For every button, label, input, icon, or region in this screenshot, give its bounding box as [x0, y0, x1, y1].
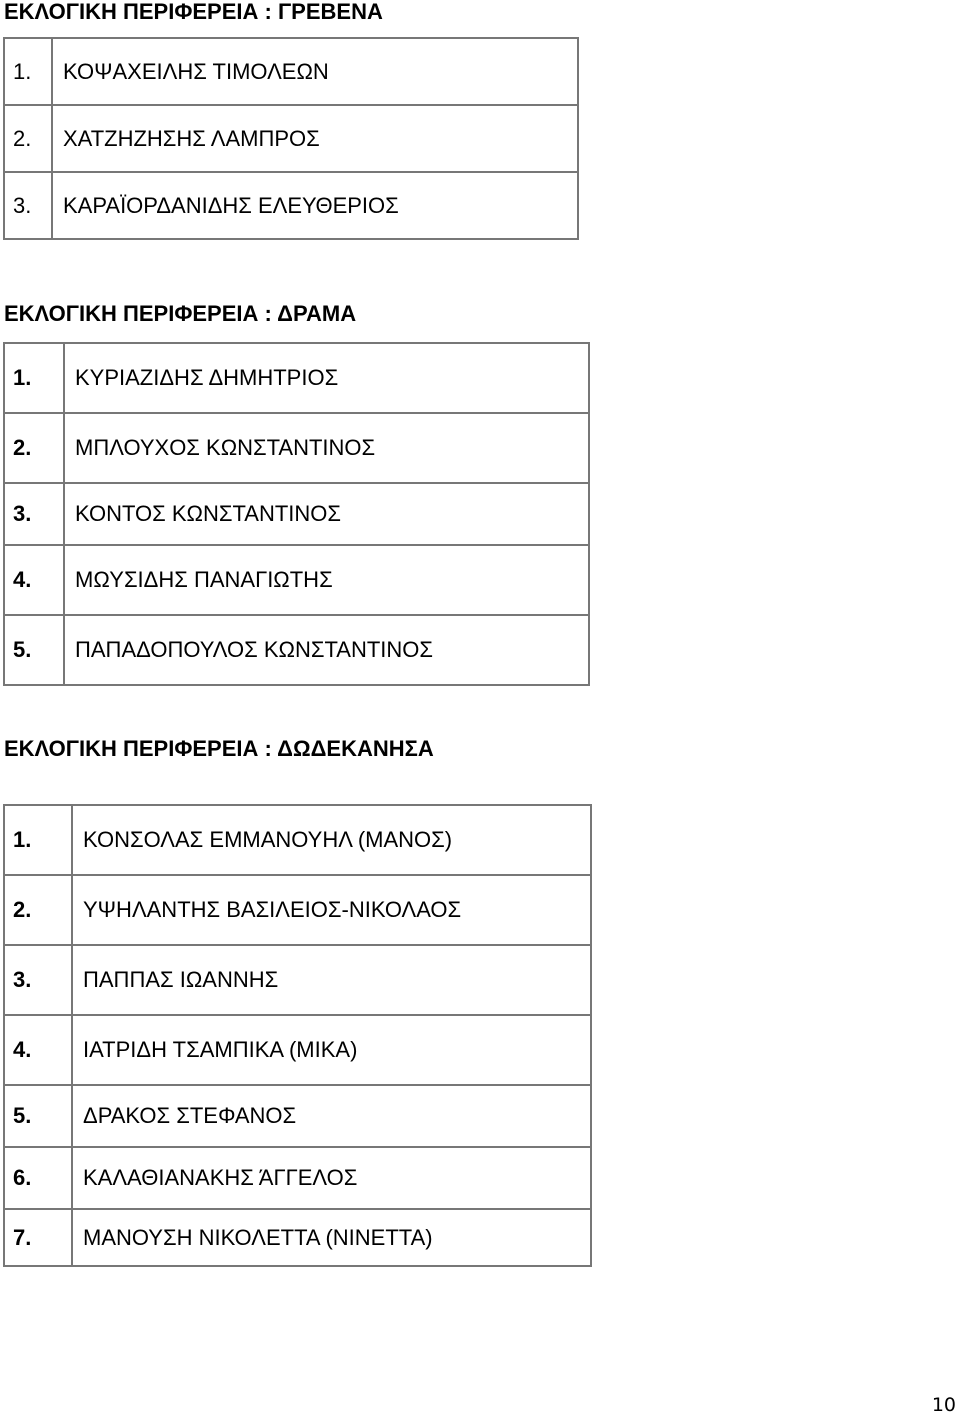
table-row	[4, 483, 589, 545]
table-row	[4, 105, 578, 172]
row-number: 4.	[4, 1015, 72, 1085]
candidate-name: ΚΟΨΑΧΕΙΛΗΣ ΤΙΜΟΛΕΩΝ	[52, 38, 578, 105]
section-heading-drama: ΕΚΛΟΓΙΚΗ ΠΕΡΙΦΕΡΕΙΑ : ΔΡΑΜΑ	[4, 301, 357, 326]
table-row	[4, 1209, 591, 1266]
table-row	[4, 1085, 591, 1147]
candidate-name: ΠΑΠΠΑΣ ΙΩΑΝΝΗΣ	[72, 945, 591, 1015]
table-row	[4, 875, 591, 945]
table-row	[4, 38, 578, 105]
row-number: 1.	[4, 38, 52, 105]
row-number: 3.	[4, 945, 72, 1015]
candidates-table-drama	[3, 342, 590, 686]
candidate-name: ΧΑΤΖΗΖΗΣΗΣ ΛΑΜΠΡΟΣ	[52, 105, 578, 172]
row-number: 1.	[4, 805, 72, 875]
candidate-name: ΜΩΥΣΙΔΗΣ ΠΑΝΑΓΙΩΤΗΣ	[64, 545, 589, 615]
row-number: 3.	[4, 483, 64, 545]
table-row	[4, 172, 578, 239]
table-row	[4, 1147, 591, 1209]
candidate-name: ΜΠΛΟΥΧΟΣ ΚΩΝΣΤΑΝΤΙΝΟΣ	[64, 413, 589, 483]
table-row	[4, 1015, 591, 1085]
table-row	[4, 413, 589, 483]
candidate-name: ΚΥΡΙΑΖΙΔΗΣ ΔΗΜΗΤΡΙΟΣ	[64, 343, 589, 413]
table-row	[4, 545, 589, 615]
candidates-table-grevena	[3, 37, 579, 240]
page-number: 10	[931, 1394, 956, 1416]
candidates-table-dodecanese	[3, 804, 592, 1267]
table-row	[4, 343, 589, 413]
table-row	[4, 805, 591, 875]
candidate-name: ΚΑΡΑΪΟΡΔΑΝΙΔΗΣ ΕΛΕΥΘΕΡΙΟΣ	[52, 172, 578, 239]
row-number: 4.	[4, 545, 64, 615]
candidate-name: ΚΟΝΤΟΣ ΚΩΝΣΤΑΝΤΙΝΟΣ	[64, 483, 589, 545]
candidate-name: ΚΑΛΑΘΙΑΝΑΚΗΣ ΆΓΓΕΛΟΣ	[72, 1147, 591, 1209]
candidate-name: ΠΑΠΑΔΟΠΟΥΛΟΣ ΚΩΝΣΤΑΝΤΙΝΟΣ	[64, 615, 589, 685]
row-number: 3.	[4, 172, 52, 239]
candidate-name: ΜΑΝΟΥΣΗ ΝΙΚΟΛΕΤΤΑ (ΝΙΝΕΤΤΑ)	[72, 1209, 591, 1266]
row-number: 2.	[4, 105, 52, 172]
row-number: 7.	[4, 1209, 72, 1266]
row-number: 2.	[4, 875, 72, 945]
row-number: 5.	[4, 615, 64, 685]
candidate-name: ΚΟΝΣΟΛΑΣ ΕΜΜΑΝΟΥΗΛ (ΜΑΝΟΣ)	[72, 805, 591, 875]
row-number: 5.	[4, 1085, 72, 1147]
table-row	[4, 615, 589, 685]
candidate-name: ΔΡΑΚΟΣ ΣΤΕΦΑΝΟΣ	[72, 1085, 591, 1147]
row-number: 1.	[4, 343, 64, 413]
candidate-name: ΥΨΗΛΑΝΤΗΣ ΒΑΣΙΛΕΙΟΣ-ΝΙΚΟΛΑΟΣ	[72, 875, 591, 945]
section-heading-grevena: ΕΚΛΟΓΙΚΗ ΠΕΡΙΦΕΡΕΙΑ : ΓΡΕΒΕΝΑ	[4, 0, 383, 24]
candidate-name: ΙΑΤΡΙΔΗ ΤΣΑΜΠΙΚΑ (ΜΙΚΑ)	[72, 1015, 591, 1085]
row-number: 6.	[4, 1147, 72, 1209]
section-heading-dodecanese: ΕΚΛΟΓΙΚΗ ΠΕΡΙΦΕΡΕΙΑ : ΔΩΔΕΚΑΝΗΣΑ	[4, 736, 434, 761]
row-number: 2.	[4, 413, 64, 483]
table-row	[4, 945, 591, 1015]
